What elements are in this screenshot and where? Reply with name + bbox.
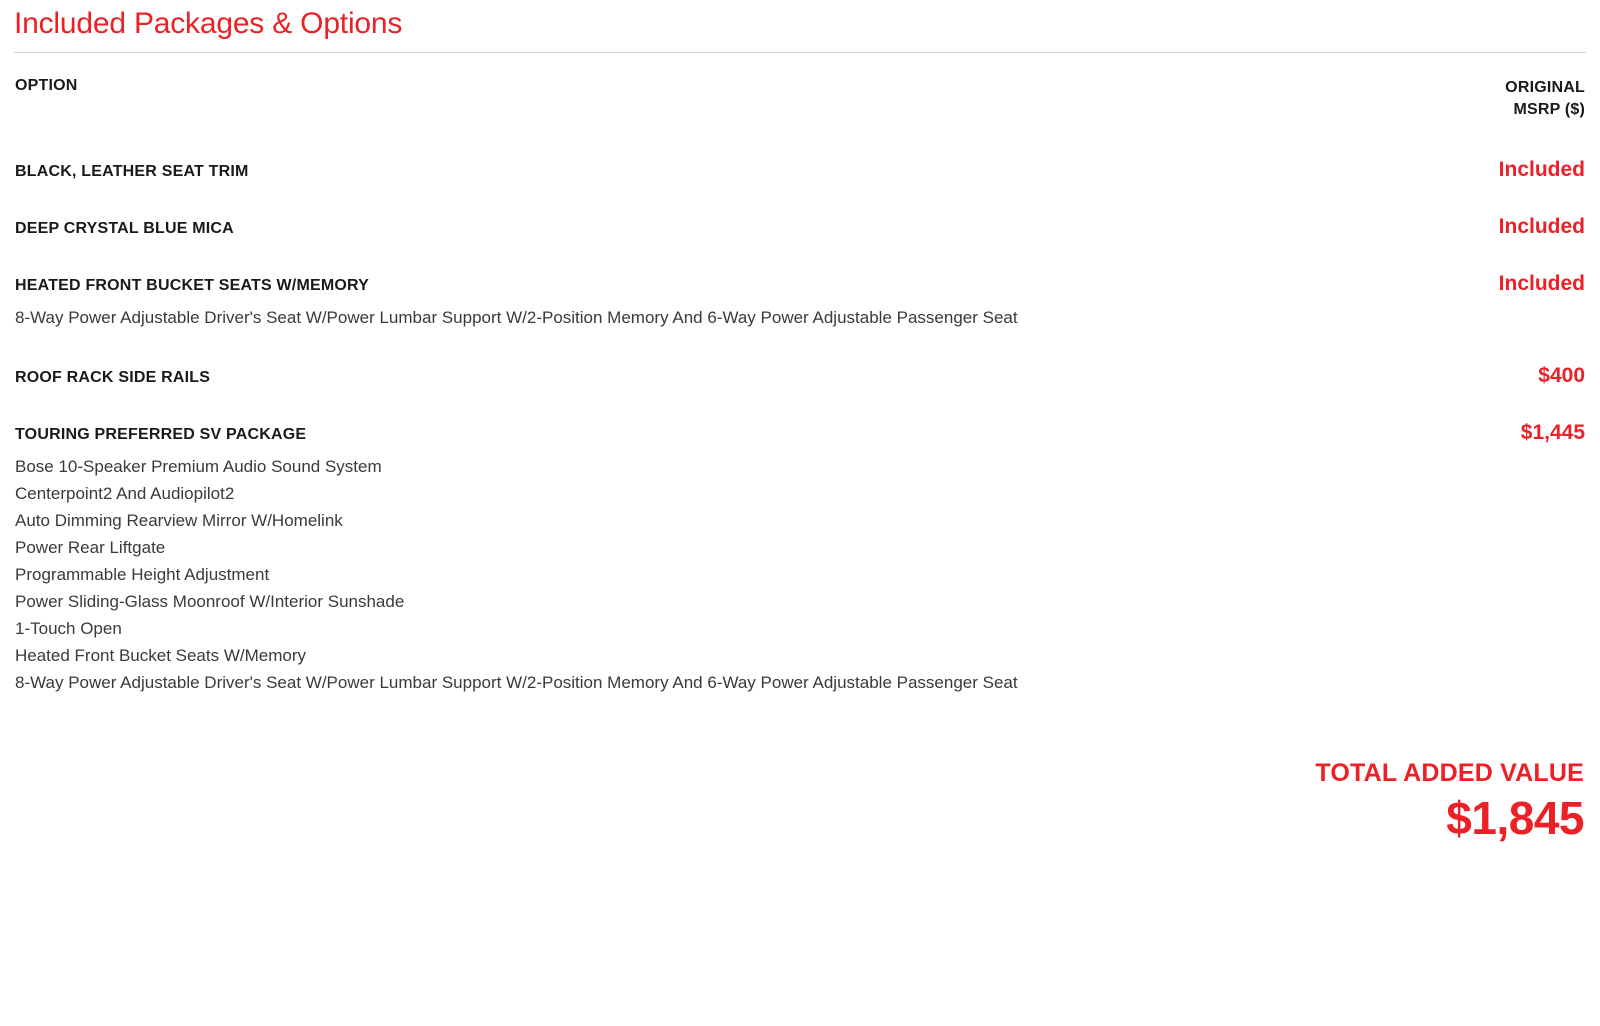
option-name: ROOF RACK SIDE RAILS [15, 369, 211, 386]
column-header-option: OPTION [15, 77, 78, 94]
option-details-row [14, 445, 1586, 696]
table-row [14, 331, 1586, 388]
option-detail-line: 1-Touch Open [15, 619, 122, 638]
option-detail-line: Centerpoint2 And Audiopilot2 [15, 484, 235, 503]
option-detail-line: Programmable Height Adjustment [15, 565, 270, 584]
option-detail-line: Bose 10-Speaker Premium Audio Sound System [15, 457, 382, 476]
option-name: DEEP CRYSTAL BLUE MICA [15, 220, 234, 237]
column-header-msrp [1145, 53, 1586, 125]
option-details [14, 296, 1586, 331]
total-added-value-amount: $1,845 [1446, 792, 1584, 844]
option-detail-line: Heated Front Bucket Seats W/Memory [15, 646, 306, 665]
option-price: Included [1498, 158, 1585, 181]
total-added-value-label: TOTAL ADDED VALUE [1315, 759, 1584, 787]
option-price: $1,445 [1520, 421, 1585, 444]
option-detail-line: 8-Way Power Adjustable Driver's Seat W/Power Lumbar Support W/2-Position Memory And 6-Way Power Adjustable Passenger Seat [15, 673, 1018, 692]
table-row [14, 388, 1586, 445]
option-details [14, 445, 1586, 696]
options-table-body [14, 125, 1586, 696]
table-row [14, 125, 1586, 182]
column-header-msrp-line1: ORIGINAL [1505, 79, 1585, 96]
option-name: TOURING PREFERRED SV PACKAGE [15, 426, 307, 443]
column-header-msrp-line2: MSRP ($) [1513, 101, 1585, 118]
option-detail-line: Power Sliding-Glass Moonroof W/Interior Sunshade [15, 592, 405, 611]
option-name: BLACK, LEATHER SEAT TRIM [15, 163, 249, 180]
option-detail-line: Power Rear Liftgate [15, 538, 166, 557]
option-name: HEATED FRONT BUCKET SEATS W/MEMORY [15, 277, 370, 294]
option-price: Included [1498, 215, 1585, 238]
option-price: $400 [1538, 364, 1585, 387]
option-details-row [14, 296, 1586, 331]
option-detail-line: 8-Way Power Adjustable Driver's Seat W/Power Lumbar Support W/2-Position Memory And 6-Way Power Adjustable Passenger Seat [15, 308, 1018, 327]
option-price: Included [1498, 272, 1585, 295]
table-row [14, 239, 1586, 296]
total-added-value-block [14, 756, 1586, 846]
table-row [14, 182, 1586, 239]
options-table [14, 53, 1586, 696]
options-table-header [14, 53, 1586, 125]
table-header-row [14, 53, 1586, 125]
option-detail-line: Auto Dimming Rearview Mirror W/Homelink [15, 511, 343, 530]
page-title: Included Packages & Options [14, 7, 403, 40]
